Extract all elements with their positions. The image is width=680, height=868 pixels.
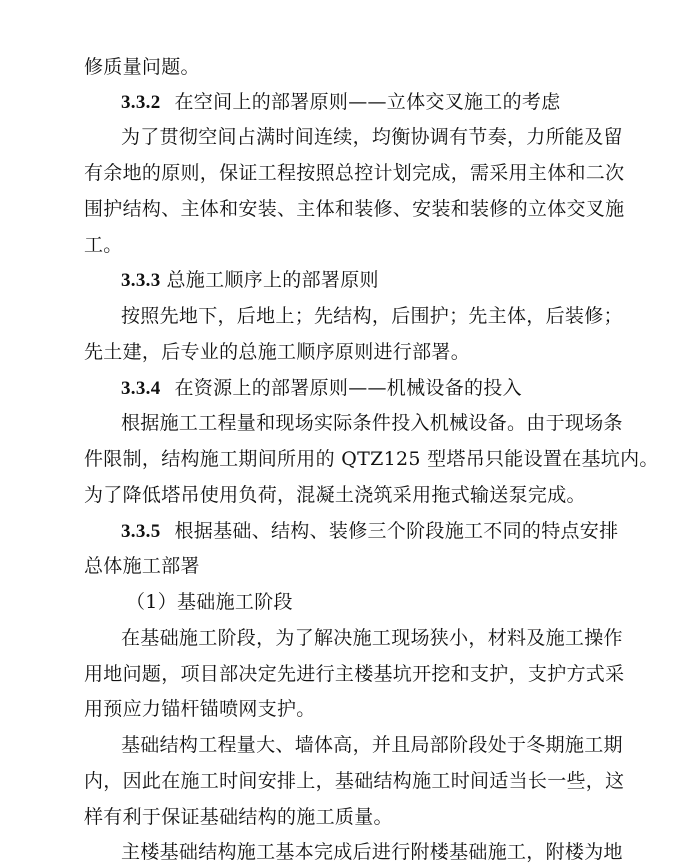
text-line: 基础结构工程量大、墙体高，并且局部阶段处于冬期施工期: [121, 734, 623, 756]
text-line: 按照先地下，后地上；先结构，后围护；先主体，后装修；: [121, 305, 623, 327]
section-number: 3.3.3: [121, 270, 161, 291]
section-title: 根据基础、结构、装修三个阶段施工不同的特点安排: [174, 520, 619, 542]
text-line: 在基础施工阶段，为了解决施工现场狭小，材料及施工操作: [121, 627, 623, 649]
text-line: 内，因此在施工时间安排上，基础结构施工时间适当长一些，这: [84, 770, 625, 792]
section-heading-3-3-5: [121, 519, 619, 544]
section-number: 3.3.4: [121, 378, 161, 399]
section-heading-3-3-2: [121, 90, 561, 115]
text-line: 根据施工工程量和现场实际条件投入机械设备。由于现场条: [121, 412, 623, 434]
text-line: 修质量问题。: [84, 56, 200, 78]
section-title: 在空间上的部署原则——立体交叉施工的考虑: [174, 91, 561, 113]
text-line: 样有利于保证基础结构的施工质量。: [84, 806, 393, 828]
section-heading-3-3-4: [121, 376, 522, 401]
section-number: 3.3.2: [121, 92, 161, 113]
section-title-continuation: 总体施工部署: [84, 555, 200, 577]
text-line: 先土建，后专业的总施工顺序原则进行部署。: [84, 341, 471, 363]
text-line: 件限制，结构施工期间所用的 QTZ125 型塔吊只能设置在基坑内。: [84, 448, 659, 470]
text-line: 用预应力锚杆锚喷网支护。: [84, 698, 316, 720]
text-line: 为了降低塔吊使用负荷，混凝土浇筑采用拖式输送泵完成。: [84, 484, 586, 506]
subsection-heading: （1）基础施工阶段: [126, 591, 293, 613]
section-title: 总施工顺序上的部署原则: [166, 269, 379, 291]
text-line: 围护结构、主体和安装、主体和装修、安装和装修的立体交叉施: [84, 198, 625, 220]
text-line: 为了贯彻空间占满时间连续，均衡协调有节奏，力所能及留: [121, 126, 623, 148]
section-number: 3.3.5: [121, 521, 161, 542]
text-line: 工。: [84, 234, 123, 256]
section-title: 在资源上的部署原则——机械设备的投入: [174, 377, 522, 399]
section-heading-3-3-3: [121, 268, 379, 293]
text-line: 主楼基础结构施工基本完成后进行附楼基础施工，附楼为地: [121, 841, 623, 863]
text-line: 有余地的原则，保证工程按照总控计划完成，需采用主体和二次: [84, 162, 625, 184]
text-line: 用地问题，项目部决定先进行主楼基坑开挖和支护，支护方式采: [84, 663, 625, 685]
